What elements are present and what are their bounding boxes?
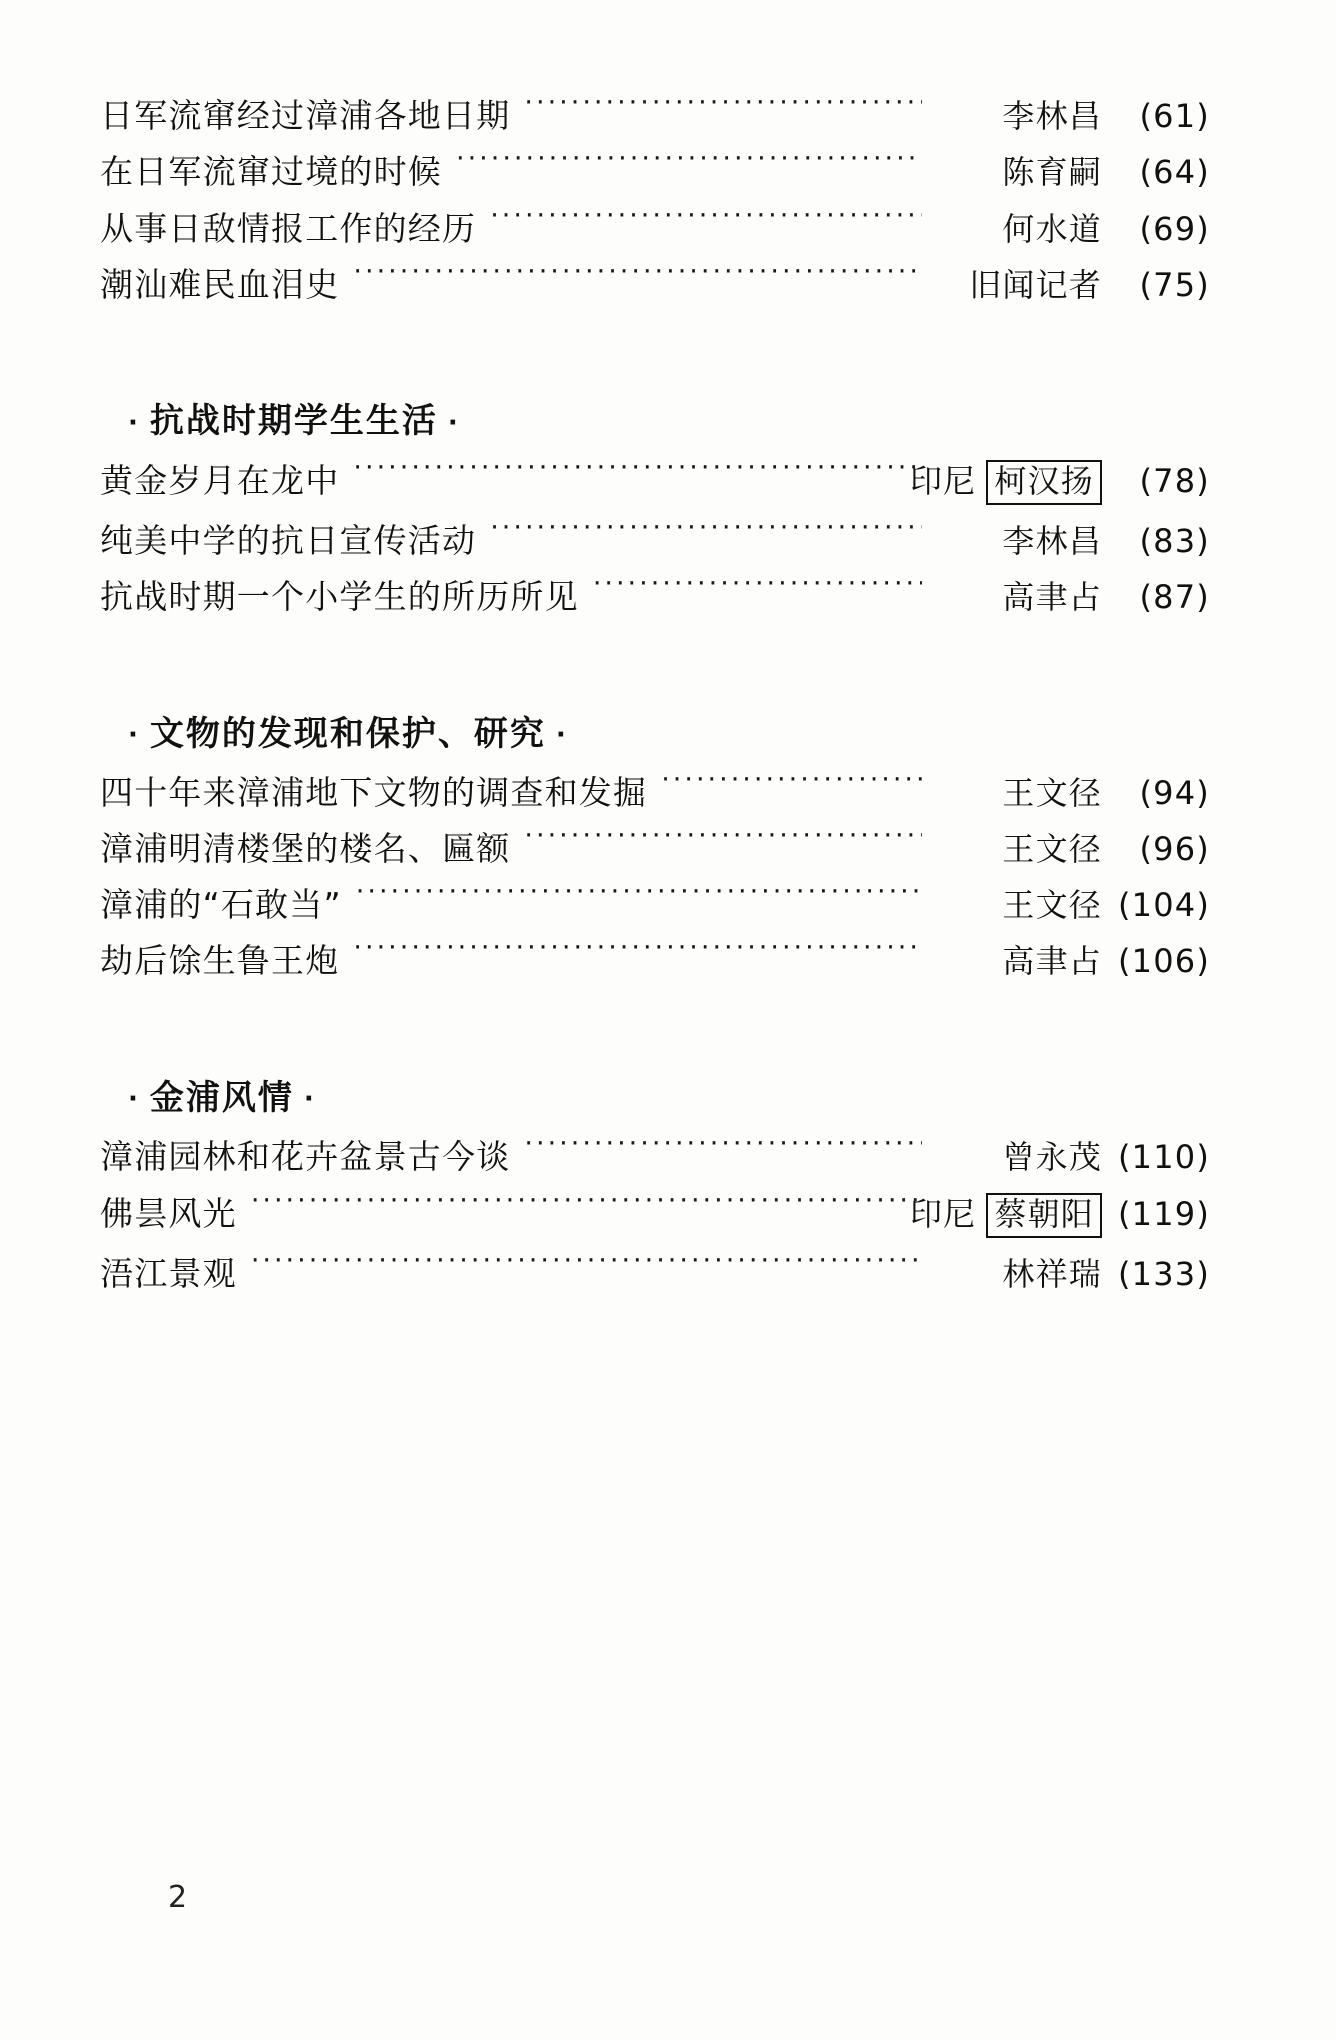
toc-entry-author: 曾永茂 [1002, 1137, 1102, 1176]
toc-entry-page-number: (87) [1139, 578, 1210, 617]
toc-leader-dots [593, 578, 922, 608]
toc-entry-title: 潮汕难民血泪史 [100, 264, 340, 304]
toc-entry-title: 黄金岁月在龙中 [100, 461, 340, 500]
toc-leader-dots [353, 462, 922, 492]
toc-entry[interactable] [100, 152, 1210, 192]
toc-entry-author: 王文径 [1002, 886, 1102, 925]
toc-entry-title: 在日军流窜过境的时候 [100, 152, 442, 192]
toc-entry-title: 抗战时期一个小学生的所历所见 [100, 577, 579, 617]
toc-entry-title: 四十年来漳浦地下文物的调查和发掘 [100, 772, 648, 812]
toc-entry-page-number: (83) [1139, 522, 1210, 561]
toc-leader-dots [353, 266, 922, 296]
toc-entry-title: 浯江景观 [100, 1253, 237, 1293]
toc-leader-dots [524, 830, 922, 860]
bullet-icon: · [128, 720, 140, 751]
toc-leader-dots [251, 1255, 922, 1285]
section-heading [118, 1070, 1230, 1119]
toc-entry-author: 柯汉扬 [986, 460, 1102, 505]
bullet-icon: · [447, 407, 460, 438]
toc-entry-author-group [909, 1193, 1106, 1238]
bullet-icon: · [555, 720, 568, 751]
section-heading [118, 393, 1230, 442]
toc-entry-author: 高聿占 [1002, 578, 1102, 617]
toc-entry-author: 高聿占 [1002, 942, 1102, 981]
toc-entry-author: 蔡朝阳 [986, 1193, 1102, 1238]
toc-entry-author-prefix: 印尼 [909, 462, 977, 500]
toc-entry[interactable] [100, 460, 1210, 505]
toc-entry-page-number: (75) [1139, 265, 1210, 304]
toc-entry-title: 漳浦的“石敢当” [100, 885, 342, 925]
page-folio-number: 2 [168, 1880, 188, 1915]
toc-entry-author-group [928, 1138, 1106, 1177]
toc-entry-title: 日军流窜经过漳浦各地日期 [100, 96, 511, 135]
toc-entry[interactable] [100, 1193, 1210, 1238]
toc-entry[interactable] [100, 521, 1210, 561]
toc-entry[interactable] [100, 941, 1210, 981]
toc-entry-author: 李林昌 [1002, 97, 1102, 135]
bullet-icon: · [303, 1084, 316, 1115]
toc-entry-author: 何水道 [1002, 209, 1102, 248]
toc-entry[interactable] [100, 577, 1210, 617]
table-of-contents [100, 96, 1230, 1310]
section-heading-label: 金浦风情 [149, 1077, 294, 1118]
toc-entry-title: 纯美中学的抗日宣传活动 [100, 521, 477, 561]
toc-entry-page-number: (78) [1139, 462, 1210, 500]
toc-entry-author: 林祥瑞 [1002, 1254, 1102, 1293]
toc-entry-author: 旧闻记者 [969, 265, 1102, 304]
toc-entry-author-group [928, 830, 1106, 869]
section-gap [100, 634, 1230, 660]
toc-entry-title: 劫后馀生鲁王炮 [100, 941, 340, 981]
toc-leader-dots [251, 1195, 922, 1225]
toc-entry-page-number: (64) [1139, 153, 1210, 192]
toc-entry-title: 佛昙风光 [100, 1193, 237, 1233]
toc-leader-dots [524, 1138, 922, 1168]
toc-leader-dots [490, 522, 922, 552]
bullet-icon: · [128, 407, 140, 438]
toc-entry-page-number: (104) [1117, 886, 1210, 925]
toc-entry-page-number: (119) [1117, 1194, 1210, 1233]
section-gap [100, 998, 1230, 1024]
toc-entry[interactable] [100, 773, 1210, 813]
toc-entry[interactable] [100, 829, 1210, 869]
toc-entry-page-number: (61) [1139, 97, 1210, 135]
toc-entry-page-number: (96) [1139, 829, 1210, 868]
toc-entry[interactable] [100, 885, 1210, 925]
toc-entry[interactable] [100, 1137, 1210, 1177]
toc-leader-dots [456, 153, 922, 183]
toc-entry-author-group [928, 774, 1106, 813]
section-heading-label: 文物的发现和保护、研究 [149, 713, 546, 754]
toc-entry-author-group [928, 1255, 1106, 1294]
section-heading-label: 抗战时期学生生活 [149, 401, 438, 441]
toc-entry[interactable] [100, 265, 1210, 305]
toc-entry-author-group [928, 942, 1106, 981]
toc-entry-page-number: (94) [1139, 773, 1210, 812]
toc-entry-author-prefix: 印尼 [909, 1194, 977, 1233]
toc-entry-page-number: (133) [1117, 1254, 1210, 1293]
toc-leader-dots [490, 210, 922, 240]
toc-entry-author-group [928, 210, 1106, 249]
section-heading [118, 706, 1230, 755]
toc-entry-author-group [928, 153, 1106, 192]
toc-entry-page-number: (69) [1139, 209, 1210, 248]
toc-entry-author-group [928, 886, 1106, 925]
toc-entry-title: 漳浦明清楼堡的楼名、匾额 [100, 828, 511, 868]
bullet-icon: · [128, 1084, 140, 1115]
toc-entry-author: 王文径 [1002, 829, 1102, 868]
toc-leader-dots [524, 97, 922, 127]
toc-entry-page-number: (110) [1117, 1137, 1210, 1176]
toc-entry-author-group [928, 266, 1106, 305]
toc-entry-title: 漳浦园林和花卉盆景古今谈 [100, 1136, 511, 1176]
section-gap [100, 321, 1230, 347]
toc-entry[interactable] [100, 96, 1210, 136]
toc-entry-author: 陈育嗣 [1002, 153, 1102, 192]
toc-entry[interactable] [100, 209, 1210, 249]
toc-entry[interactable] [100, 1254, 1210, 1294]
toc-entry-page-number: (106) [1117, 942, 1210, 981]
toc-entry-author: 李林昌 [1002, 522, 1102, 561]
toc-leader-dots [356, 886, 922, 916]
toc-entry-author-group [928, 97, 1106, 136]
toc-entry-author-group [909, 460, 1106, 505]
toc-entry-author-group [928, 522, 1106, 561]
toc-entry-title: 从事日敌情报工作的经历 [100, 208, 477, 248]
toc-leader-dots [353, 942, 922, 972]
toc-entry-author: 王文径 [1002, 773, 1102, 812]
toc-leader-dots [661, 774, 922, 804]
toc-entry-author-group [928, 578, 1106, 617]
